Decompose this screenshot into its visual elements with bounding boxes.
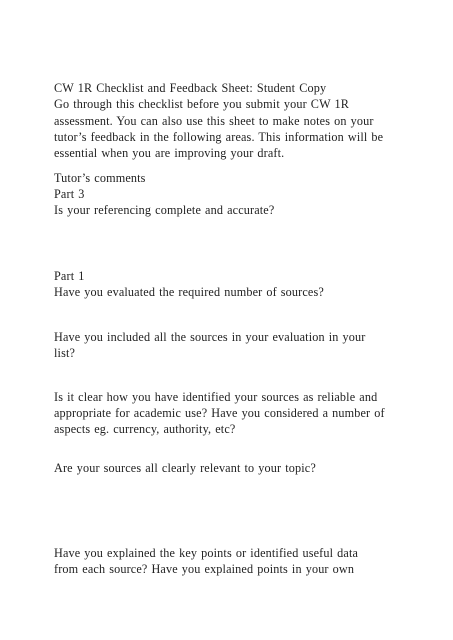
- intro-text-line-1: Go through this checklist before you submit your CW 1R: [54, 97, 350, 111]
- sources-number-question: Have you evaluated the required number of sources?: [54, 285, 324, 299]
- reliability-question-line-3: aspects eg. currency, authority, etc?: [54, 422, 236, 436]
- sources-included-question-line-2: list?: [54, 346, 76, 360]
- key-points-question-line-2: from each source? Have you explained points in your own: [54, 562, 355, 576]
- referencing-question: Is your referencing complete and accurate?: [54, 203, 275, 217]
- intro-text-line-3: tutor’s feedback in the following areas. This information will be: [54, 130, 384, 144]
- intro-text-line-4: essential when you are improving your draft.: [54, 146, 285, 160]
- relevance-question: Are your sources all clearly relevant to your topic?: [54, 461, 316, 475]
- sources-included-question-line-1: Have you included all the sources in your evaluation in your: [54, 330, 366, 344]
- reliability-question-line-1: Is it clear how you have identified your sources as reliable and: [54, 390, 378, 404]
- document-title: CW 1R Checklist and Feedback Sheet: Student Copy: [54, 81, 327, 95]
- tutor-comments-heading: Tutor’s comments: [54, 171, 146, 185]
- reliability-question-line-2: appropriate for academic use? Have you considered a number of: [54, 406, 385, 420]
- intro-text-line-2: assessment. You can also use this sheet to make notes on your: [54, 114, 374, 128]
- part-3-heading: Part 3: [54, 187, 85, 201]
- key-points-question-line-1: Have you explained the key points or identified useful data: [54, 546, 359, 560]
- part-1-heading: Part 1: [54, 269, 85, 283]
